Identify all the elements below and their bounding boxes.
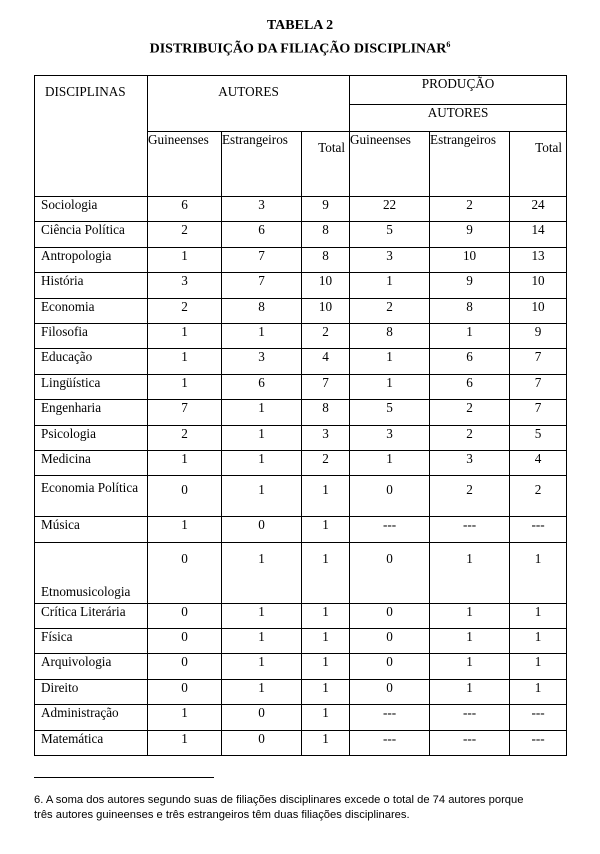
row-value: 1 (148, 730, 222, 755)
row-value: --- (510, 730, 567, 755)
table-row (35, 603, 567, 628)
row-value: 3 (302, 425, 350, 450)
row-discipline: Etnomusicologia (35, 542, 148, 603)
row-discipline: Crítica Literária (35, 603, 148, 628)
row-discipline: Filosofia (35, 323, 148, 348)
row-value: 7 (302, 374, 350, 399)
row-discipline: Música (35, 517, 148, 542)
table-row (35, 730, 567, 755)
row-value: 1 (510, 654, 567, 679)
row-value: 2 (302, 450, 350, 475)
row-value: 10 (430, 247, 510, 272)
distribution-table (34, 75, 567, 756)
row-value: 1 (222, 323, 302, 348)
row-value: 7 (222, 273, 302, 298)
header-producao: PRODUÇÃO (350, 76, 567, 105)
row-value: 1 (430, 323, 510, 348)
row-value: 1 (148, 247, 222, 272)
footnote-divider (34, 777, 214, 778)
row-value: 13 (510, 247, 567, 272)
row-discipline: Direito (35, 679, 148, 704)
row-value: 2 (430, 476, 510, 517)
row-discipline: Administração (35, 705, 148, 730)
table-row (35, 517, 567, 542)
row-value: 1 (430, 603, 510, 628)
row-value: 2 (510, 476, 567, 517)
row-value: 1 (222, 450, 302, 475)
row-value: --- (510, 705, 567, 730)
row-value: 2 (148, 222, 222, 247)
row-discipline: História (35, 273, 148, 298)
col-autores-total: Total (302, 132, 350, 197)
col-producao-total: Total (510, 132, 567, 197)
row-value: 8 (350, 323, 430, 348)
row-discipline: Educação (35, 349, 148, 374)
table-row (35, 476, 567, 517)
row-value: --- (350, 705, 430, 730)
row-value: 2 (148, 298, 222, 323)
row-value: --- (430, 730, 510, 755)
row-value: 6 (430, 349, 510, 374)
row-value: 1 (510, 603, 567, 628)
header-autores: AUTORES (148, 76, 350, 132)
row-value: 0 (148, 654, 222, 679)
row-value: 1 (430, 542, 510, 603)
subtitle-text: DISTRIBUIÇÃO DA FILIAÇÃO DISCIPLINAR (149, 41, 447, 57)
col-producao-estrangeiros: Estrangeiros (430, 132, 510, 197)
row-value: 1 (302, 679, 350, 704)
row-value: 24 (510, 197, 567, 222)
row-value: 9 (430, 273, 510, 298)
row-value: 2 (430, 197, 510, 222)
row-value: 5 (510, 425, 567, 450)
col-producao-guineenses: Guineenses (350, 132, 430, 197)
row-value: 1 (222, 476, 302, 517)
row-value: 1 (302, 730, 350, 755)
row-value: 0 (222, 730, 302, 755)
row-value: 7 (222, 247, 302, 272)
row-value: 1 (148, 517, 222, 542)
row-value: 3 (148, 273, 222, 298)
row-value: --- (350, 730, 430, 755)
row-value: 5 (350, 400, 430, 425)
row-discipline: Psicologia (35, 425, 148, 450)
header-disciplinas: DISCIPLINAS (35, 76, 148, 197)
row-value: 2 (350, 298, 430, 323)
row-value: 1 (148, 323, 222, 348)
row-value: 0 (350, 476, 430, 517)
row-value: 1 (510, 542, 567, 603)
row-discipline: Sociologia (35, 197, 148, 222)
row-value: 4 (510, 450, 567, 475)
footnote-line-1: 6. A soma dos autores segundo suas de filiações disciplinares excede o total de 74 autores porque (34, 794, 524, 806)
row-discipline: Economia (35, 298, 148, 323)
row-value: 2 (302, 323, 350, 348)
row-value: 7 (510, 349, 567, 374)
row-value: 0 (148, 603, 222, 628)
row-value: 1 (350, 273, 430, 298)
row-value: 3 (222, 349, 302, 374)
row-value: 1 (350, 450, 430, 475)
row-value: 0 (148, 542, 222, 603)
row-value: 8 (302, 247, 350, 272)
table-row (35, 629, 567, 654)
row-value: 1 (222, 603, 302, 628)
table-row (35, 654, 567, 679)
row-value: 1 (350, 349, 430, 374)
table-row (35, 425, 567, 450)
row-discipline: Arquivologia (35, 654, 148, 679)
table-row (35, 349, 567, 374)
table-row (35, 450, 567, 475)
row-value: 10 (510, 298, 567, 323)
table-row (35, 400, 567, 425)
row-value: 3 (350, 247, 430, 272)
row-value: 0 (148, 476, 222, 517)
row-discipline: Antropologia (35, 247, 148, 272)
footnote (34, 793, 594, 823)
row-value: 0 (350, 603, 430, 628)
row-value: 1 (430, 679, 510, 704)
table-row (35, 247, 567, 272)
row-value: 1 (222, 400, 302, 425)
row-value: 0 (350, 542, 430, 603)
row-value: 1 (222, 542, 302, 603)
row-value: 1 (222, 629, 302, 654)
row-value: 6 (222, 374, 302, 399)
row-value: 1 (302, 603, 350, 628)
row-value: 1 (510, 629, 567, 654)
col-autores-guineenses: Guineenses (148, 132, 222, 197)
row-value: --- (430, 517, 510, 542)
row-discipline: Ciência Política (35, 222, 148, 247)
table-title: TABELA 2 (266, 18, 334, 33)
row-value: 0 (222, 705, 302, 730)
row-value: 2 (430, 400, 510, 425)
row-value: 1 (302, 517, 350, 542)
row-value: --- (510, 517, 567, 542)
row-value: 0 (350, 679, 430, 704)
table-row (35, 273, 567, 298)
row-value: 0 (350, 654, 430, 679)
row-value: 5 (350, 222, 430, 247)
row-value: 0 (350, 629, 430, 654)
row-value: 2 (430, 425, 510, 450)
row-value: --- (350, 517, 430, 542)
row-value: 3 (350, 425, 430, 450)
row-value: 8 (222, 298, 302, 323)
row-value: 7 (148, 400, 222, 425)
row-value: 6 (148, 197, 222, 222)
row-value: 10 (510, 273, 567, 298)
table-row (35, 323, 567, 348)
row-discipline: Lingüística (35, 374, 148, 399)
table-row (35, 542, 567, 603)
row-value: 9 (510, 323, 567, 348)
col-autores-estrangeiros: Estrangeiros (222, 132, 302, 197)
row-value: 0 (148, 629, 222, 654)
row-value: 1 (222, 425, 302, 450)
table-row (35, 197, 567, 222)
row-value: 9 (430, 222, 510, 247)
table-body (35, 197, 567, 756)
table-row (35, 298, 567, 323)
row-value: 0 (148, 679, 222, 704)
row-value: --- (430, 705, 510, 730)
row-value: 22 (350, 197, 430, 222)
row-value: 14 (510, 222, 567, 247)
row-value: 10 (302, 298, 350, 323)
footnote-line-2: três autores guineenses e três estrangeiros têm duas filiações disciplinares. (34, 809, 410, 821)
row-value: 1 (430, 654, 510, 679)
row-value: 1 (302, 654, 350, 679)
row-value: 1 (350, 374, 430, 399)
footnote-ref: 6 (446, 40, 451, 49)
row-value: 3 (222, 197, 302, 222)
row-value: 0 (222, 517, 302, 542)
row-value: 1 (222, 654, 302, 679)
row-value: 9 (302, 197, 350, 222)
row-value: 2 (148, 425, 222, 450)
row-value: 8 (302, 222, 350, 247)
row-discipline: Matemática (35, 730, 148, 755)
table-row (35, 679, 567, 704)
row-value: 6 (430, 374, 510, 399)
row-value: 7 (510, 400, 567, 425)
row-value: 1 (148, 349, 222, 374)
row-value: 7 (510, 374, 567, 399)
row-discipline: Medicina (35, 450, 148, 475)
row-value: 1 (148, 374, 222, 399)
row-value: 10 (302, 273, 350, 298)
row-value: 3 (430, 450, 510, 475)
row-discipline: Física (35, 629, 148, 654)
row-value: 1 (222, 679, 302, 704)
row-value: 1 (510, 679, 567, 704)
row-discipline: Engenharia (35, 400, 148, 425)
row-value: 1 (302, 476, 350, 517)
row-value: 4 (302, 349, 350, 374)
row-value: 6 (222, 222, 302, 247)
row-value: 1 (302, 705, 350, 730)
row-value: 8 (302, 400, 350, 425)
header-producao-autores: AUTORES (350, 105, 567, 132)
table-row (35, 374, 567, 399)
row-value: 1 (148, 705, 222, 730)
row-discipline: Economia Política (35, 476, 148, 517)
row-value: 1 (148, 450, 222, 475)
row-value: 1 (302, 542, 350, 603)
row-value: 1 (302, 629, 350, 654)
table-row (35, 222, 567, 247)
row-value: 8 (430, 298, 510, 323)
table-row (35, 705, 567, 730)
table-subtitle (0, 36, 600, 59)
row-value: 1 (430, 629, 510, 654)
